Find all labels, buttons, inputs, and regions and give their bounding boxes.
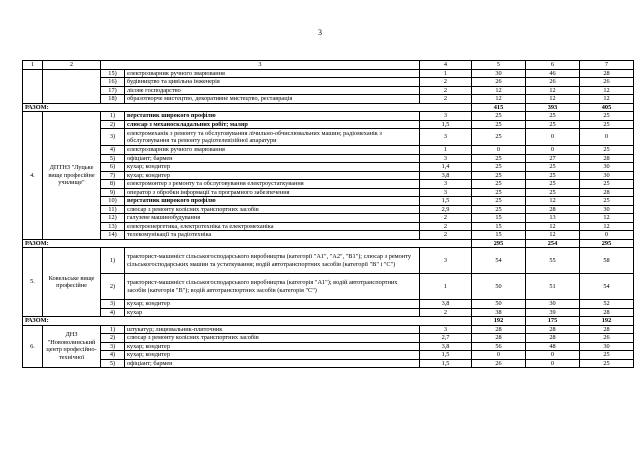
value-year-3: 25 (580, 120, 634, 129)
profession-name: кухар (125, 308, 420, 317)
inst-number-cell (23, 69, 43, 103)
row-number: 4) (101, 308, 125, 317)
row-number: 7) (101, 171, 125, 180)
table-row (23, 112, 634, 121)
page-number: 3 (318, 28, 322, 37)
row-number: 5) (101, 154, 125, 163)
table-row (23, 163, 634, 172)
row-number: 8) (101, 180, 125, 189)
profession-name: кухар; кондитер (125, 351, 420, 360)
row-number: 4) (101, 351, 125, 360)
value-year-1: 25 (472, 197, 526, 206)
study-term: 3 (420, 248, 472, 274)
value-year-2: 28 (526, 325, 580, 334)
table-row (23, 342, 634, 351)
study-term: 2 (420, 86, 472, 95)
table-row (23, 146, 634, 155)
total-year-1: 192 (472, 317, 526, 326)
row-number: 11) (101, 205, 125, 214)
profession-name: кухар; кондитер (125, 300, 420, 309)
value-year-1: 38 (472, 308, 526, 317)
study-term: 3,8 (420, 342, 472, 351)
admission-table (22, 60, 634, 368)
value-year-1: 25 (472, 171, 526, 180)
profession-name: тракторист-машиніст сільськогосподарського виробництва (категорії "А1", "А2", "В1"); слюсар з ремонту сільськогосподарських машин та устаткування; водій автотранспортних засобів (категорії "В" і "С") (125, 248, 420, 274)
row-number: 15) (101, 69, 125, 78)
total-row (23, 317, 634, 326)
study-term: 3 (420, 180, 472, 189)
value-year-3: 28 (580, 188, 634, 197)
row-number: 16) (101, 78, 125, 87)
study-term: 2 (420, 214, 472, 223)
table-row (23, 129, 634, 146)
table-row (23, 248, 634, 274)
value-year-1: 0 (472, 351, 526, 360)
value-year-2: 28 (526, 334, 580, 343)
total-year-3: 295 (580, 239, 634, 248)
value-year-1: 50 (472, 274, 526, 300)
profession-name: тракторист-машиніст сільськогосподарського виробництва (категорія "А1"); водій автотранспортних засобів (категорія "В"); водій автотранспортних засобів (категорія "С") (125, 274, 420, 300)
table-row (23, 308, 634, 317)
table-row (23, 334, 634, 343)
profession-name: електрозварник ручного зварювання (125, 69, 420, 78)
table-row (23, 86, 634, 95)
row-number: 1) (101, 325, 125, 334)
table-row (23, 188, 634, 197)
total-label: РАЗОМ: (23, 103, 472, 112)
value-year-3: 30 (580, 205, 634, 214)
study-term: 1,4 (420, 163, 472, 172)
value-year-3: 25 (580, 351, 634, 360)
value-year-2: 26 (526, 78, 580, 87)
study-term: 2 (420, 78, 472, 87)
table-row (23, 69, 634, 78)
profession-name: кухар; кондитер (125, 342, 420, 351)
total-row (23, 103, 634, 112)
row-number: 3) (101, 342, 125, 351)
profession-name: будівництво та цивільна інженерія (125, 78, 420, 87)
study-term: 2 (420, 308, 472, 317)
profession-name: кухар; кондитер (125, 163, 420, 172)
value-year-3: 25 (580, 197, 634, 206)
profession-name: телекомунікації та радіотехніка (125, 231, 420, 240)
value-year-2: 25 (526, 188, 580, 197)
value-year-1: 28 (472, 325, 526, 334)
study-term: 1,5 (420, 359, 472, 368)
profession-name: верстатник широкого профілю (125, 197, 420, 206)
value-year-3: 0 (580, 129, 634, 146)
inst-number: 4. (23, 112, 43, 240)
value-year-3: 12 (580, 214, 634, 223)
row-number: 10) (101, 197, 125, 206)
profession-name: електромеханік з ремонту та обслуговування лічильно-обчислювальних машин; радіомеханік з обслуговування та ремонту радіотелевізійної апаратури (125, 129, 420, 146)
col-header: 1 (23, 61, 43, 70)
table-row (23, 351, 634, 360)
value-year-3: 30 (580, 342, 634, 351)
study-term: 2 (420, 231, 472, 240)
table-row (23, 95, 634, 104)
value-year-1: 26 (472, 78, 526, 87)
col-header: 6 (526, 61, 580, 70)
total-year-3: 192 (580, 317, 634, 326)
col-header: 4 (420, 61, 472, 70)
row-number: 18) (101, 95, 125, 104)
value-year-3: 25 (580, 112, 634, 121)
value-year-1: 15 (472, 222, 526, 231)
value-year-2: 0 (526, 146, 580, 155)
value-year-2: 12 (526, 95, 580, 104)
total-year-2: 393 (526, 103, 580, 112)
row-number: 13) (101, 222, 125, 231)
value-year-2: 0 (526, 129, 580, 146)
table-row (23, 197, 634, 206)
profession-name: офіціант; бармен (125, 154, 420, 163)
study-term: 1,5 (420, 351, 472, 360)
row-number: 2) (101, 274, 125, 300)
value-year-1: 28 (472, 334, 526, 343)
total-year-1: 295 (472, 239, 526, 248)
profession-name: електромонтер з ремонту та обслуговування електроустаткування (125, 180, 420, 189)
value-year-2: 0 (526, 359, 580, 368)
column-number-row (23, 61, 634, 70)
table-row (23, 120, 634, 129)
value-year-3: 58 (580, 248, 634, 274)
value-year-1: 25 (472, 205, 526, 214)
table-row (23, 180, 634, 189)
row-number: 6) (101, 163, 125, 172)
value-year-1: 25 (472, 180, 526, 189)
study-term: 3 (420, 188, 472, 197)
value-year-2: 25 (526, 180, 580, 189)
row-number: 1) (101, 112, 125, 121)
row-number: 2) (101, 120, 125, 129)
value-year-2: 55 (526, 248, 580, 274)
profession-name: образотворче мистецтво, декоративне мистецтво, реставрація (125, 95, 420, 104)
total-label: РАЗОМ: (23, 317, 472, 326)
value-year-2: 39 (526, 308, 580, 317)
value-year-1: 25 (472, 112, 526, 121)
study-term: 3,8 (420, 171, 472, 180)
value-year-2: 51 (526, 274, 580, 300)
value-year-3: 12 (580, 95, 634, 104)
profession-name: слюсар з механоскладальних робіт; маляр (125, 120, 420, 129)
study-term: 2 (420, 95, 472, 104)
value-year-2: 0 (526, 351, 580, 360)
total-year-2: 254 (526, 239, 580, 248)
inst-name: Ковельське вище професійне (43, 248, 101, 317)
study-term: 2,9 (420, 205, 472, 214)
profession-name: лісове господарство (125, 86, 420, 95)
value-year-3: 28 (580, 69, 634, 78)
study-term: 3,8 (420, 300, 472, 309)
value-year-3: 25 (580, 180, 634, 189)
row-number: 17) (101, 86, 125, 95)
value-year-3: 30 (580, 171, 634, 180)
col-header: 3 (101, 61, 420, 70)
value-year-3: 28 (580, 308, 634, 317)
inst-name: ДНЗ "Нововолинський центр професійно-технічної (43, 325, 101, 368)
table-row (23, 154, 634, 163)
value-year-2: 25 (526, 112, 580, 121)
total-year-1: 415 (472, 103, 526, 112)
profession-name: галузеве машинобудування (125, 214, 420, 223)
value-year-3: 26 (580, 334, 634, 343)
value-year-2: 25 (526, 120, 580, 129)
value-year-1: 56 (472, 342, 526, 351)
row-number: 5) (101, 359, 125, 368)
value-year-1: 25 (472, 120, 526, 129)
study-term: 1 (420, 274, 472, 300)
value-year-1: 54 (472, 248, 526, 274)
value-year-3: 28 (580, 325, 634, 334)
inst-number: 6. (23, 325, 43, 368)
value-year-3: 26 (580, 78, 634, 87)
value-year-1: 25 (472, 154, 526, 163)
row-number: 12) (101, 214, 125, 223)
value-year-2: 12 (526, 86, 580, 95)
value-year-2: 25 (526, 171, 580, 180)
row-number: 4) (101, 146, 125, 155)
table-row (23, 214, 634, 223)
value-year-2: 30 (526, 300, 580, 309)
value-year-3: 30 (580, 163, 634, 172)
study-term: 3 (420, 325, 472, 334)
study-term: 1 (420, 69, 472, 78)
row-number: 1) (101, 248, 125, 274)
profession-name: електрозварник ручного зварювання (125, 146, 420, 155)
row-number: 2) (101, 334, 125, 343)
col-header: 2 (43, 61, 101, 70)
inst-name-cell (43, 69, 101, 103)
value-year-1: 30 (472, 69, 526, 78)
value-year-2: 12 (526, 197, 580, 206)
study-term: 3 (420, 112, 472, 121)
value-year-2: 13 (526, 214, 580, 223)
value-year-3: 25 (580, 359, 634, 368)
total-year-2: 175 (526, 317, 580, 326)
profession-name: слюсар з ремонту колісних транспортних засобів (125, 334, 420, 343)
total-year-3: 405 (580, 103, 634, 112)
value-year-1: 12 (472, 86, 526, 95)
col-header: 7 (580, 61, 634, 70)
value-year-3: 25 (580, 146, 634, 155)
total-label: РАЗОМ: (23, 239, 472, 248)
profession-name: оператор з обробки інформації та програмного забезпечення (125, 188, 420, 197)
value-year-1: 12 (472, 95, 526, 104)
value-year-2: 12 (526, 222, 580, 231)
profession-name: верстатник широкого профілю (125, 112, 420, 121)
total-row (23, 239, 634, 248)
value-year-1: 25 (472, 129, 526, 146)
value-year-3: 12 (580, 222, 634, 231)
study-term: 2 (420, 222, 472, 231)
col-header: 5 (472, 61, 526, 70)
table-row (23, 300, 634, 309)
study-term: 1 (420, 146, 472, 155)
value-year-3: 0 (580, 231, 634, 240)
table-row (23, 171, 634, 180)
value-year-2: 28 (526, 205, 580, 214)
value-year-1: 25 (472, 163, 526, 172)
profession-name: кухар; кондитер (125, 171, 420, 180)
row-number: 14) (101, 231, 125, 240)
table-row (23, 231, 634, 240)
study-term: 2,7 (420, 334, 472, 343)
profession-name: офіціант; бармен (125, 359, 420, 368)
study-term: 3 (420, 154, 472, 163)
profession-name: електроенергетика, електротехніка та електромеханіка (125, 222, 420, 231)
study-term: 1,5 (420, 120, 472, 129)
profession-name: слюсар з ремонту колісних транспортних засобів (125, 205, 420, 214)
study-term: 1,5 (420, 197, 472, 206)
value-year-3: 54 (580, 274, 634, 300)
value-year-2: 27 (526, 154, 580, 163)
value-year-1: 15 (472, 231, 526, 240)
row-number: 3) (101, 300, 125, 309)
value-year-1: 0 (472, 146, 526, 155)
inst-number: 5. (23, 248, 43, 317)
value-year-1: 26 (472, 359, 526, 368)
value-year-3: 28 (580, 154, 634, 163)
table-row (23, 274, 634, 300)
value-year-3: 12 (580, 86, 634, 95)
table-row (23, 325, 634, 334)
value-year-1: 50 (472, 300, 526, 309)
value-year-3: 52 (580, 300, 634, 309)
value-year-2: 25 (526, 163, 580, 172)
value-year-2: 48 (526, 342, 580, 351)
table-row (23, 78, 634, 87)
table-row (23, 205, 634, 214)
value-year-1: 25 (472, 188, 526, 197)
row-number: 9) (101, 188, 125, 197)
inst-name: ДПТНЗ "Луцьке вище професійне училище" (43, 112, 101, 240)
table-row (23, 359, 634, 368)
profession-name: штукатур; лицювальник-плиточник (125, 325, 420, 334)
value-year-1: 15 (472, 214, 526, 223)
table-row (23, 222, 634, 231)
value-year-2: 12 (526, 231, 580, 240)
value-year-2: 46 (526, 69, 580, 78)
row-number: 3) (101, 129, 125, 146)
study-term: 3 (420, 129, 472, 146)
